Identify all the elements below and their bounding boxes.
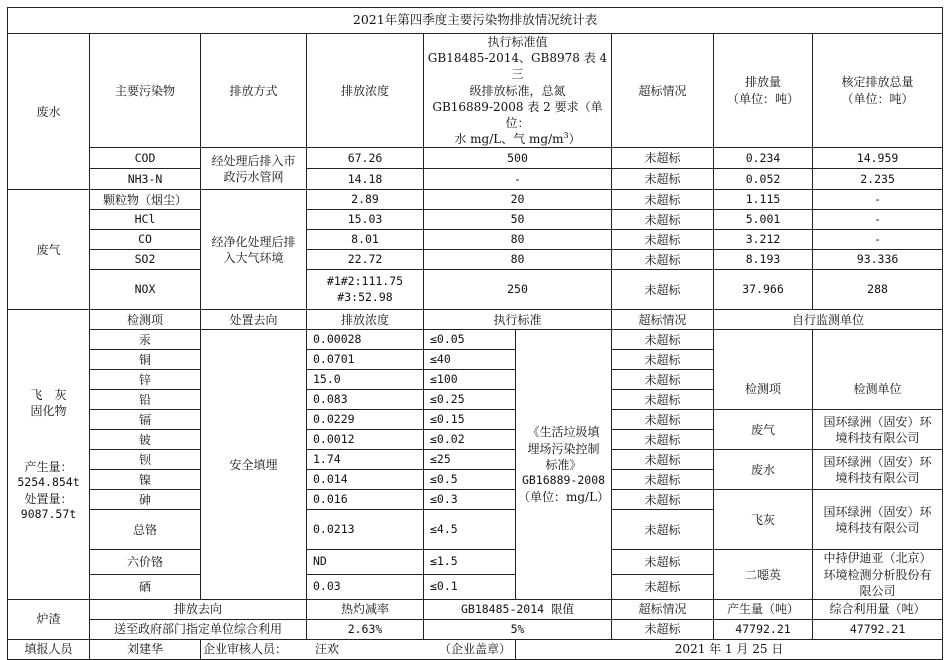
concentration-cell: 0.0012: [307, 430, 424, 450]
header-limit: GB18485-2014 限值: [424, 599, 612, 619]
monitor-item: 检测项: [714, 370, 813, 410]
quota-cell: 288: [813, 270, 943, 310]
table-row: [8, 148, 943, 169]
concentration-cell: 0.0229: [307, 410, 424, 430]
amount-cell: 0.234: [714, 148, 813, 169]
pollutant-name: NOX: [90, 270, 201, 310]
amount-cell: 37.966: [714, 270, 813, 310]
header-standard-line: GB16889-2008 表 2 要求（单位：: [432, 99, 603, 130]
concentration-cell: [307, 270, 424, 310]
concentration-line: #1#2:111.75: [326, 274, 404, 289]
exceed-cell: 未超标: [612, 370, 714, 390]
table-row: [8, 230, 943, 250]
monitor-unit-line: 境科技有限公司: [835, 470, 920, 485]
disposed-value: 9087.57t: [20, 506, 77, 521]
standard-cell: 250: [424, 270, 612, 310]
concentration-cell: 2.89: [307, 190, 424, 210]
exceed-cell: 未超标: [612, 350, 714, 370]
monitor-unit-line: 限公司: [859, 583, 896, 598]
header-disposal: 处置去向: [201, 310, 307, 330]
exceed-cell: 未超标: [612, 410, 714, 430]
slag-used: 47792.21: [813, 619, 943, 639]
limit-cell: ≤0.5: [424, 470, 516, 490]
table-row: [8, 270, 943, 310]
header-std: 执行标准: [424, 310, 612, 330]
limit-cell: ≤1.5: [424, 550, 516, 575]
limit-cell: ≤0.02: [424, 430, 516, 450]
metal-name: 砷: [90, 490, 201, 510]
monitor-unit-line: 国环绿洲（固安）环: [823, 504, 932, 519]
table-row: [8, 619, 943, 639]
monitor-unit: 检测单位: [813, 370, 943, 410]
limit-cell: ≤0.05: [424, 330, 516, 350]
header-standard-line: GB18485-2014、GB8978 表 4 三: [427, 51, 608, 82]
exceed-cell: 未超标: [612, 148, 714, 169]
limit-cell: ≤0.1: [424, 575, 516, 600]
metal-name: 铍: [90, 430, 201, 450]
table-row: [8, 370, 943, 390]
standard-cell: 50: [424, 210, 612, 230]
exceed-cell: 未超标: [612, 270, 714, 310]
header-exceed: 超标情况: [612, 599, 714, 619]
method-line: 经净化处理后排: [211, 234, 296, 249]
method-line: 入大气环境: [223, 250, 284, 265]
quota-cell: -: [813, 190, 943, 210]
monitor-unit: [813, 450, 943, 490]
wastewater-method: [201, 148, 307, 190]
table-row: [8, 169, 943, 190]
header-standard-sup: 3: [563, 131, 569, 141]
concentration-cell: 0.014: [307, 470, 424, 490]
pollutant-name: COD: [90, 148, 201, 169]
concentration-cell: 0.00028: [307, 330, 424, 350]
header-used: 综合利用量（吨）: [813, 599, 943, 619]
header-monitor: 自行监测单位: [714, 310, 943, 330]
pollutant-name: HCl: [90, 210, 201, 230]
filler-label: 填报人员: [8, 639, 90, 659]
header-quota: [813, 34, 943, 148]
metal-name: 铜: [90, 350, 201, 370]
header-standard-close: ）: [568, 132, 581, 147]
monitor-item: 二噁英: [714, 550, 813, 600]
limit-cell: ≤0.15: [424, 410, 516, 430]
table-row: [8, 410, 943, 430]
concentration-cell: 1.74: [307, 450, 424, 470]
exceed-cell: 未超标: [612, 190, 714, 210]
exceed-cell: 未超标: [612, 430, 714, 450]
exceed-cell: 未超标: [612, 510, 714, 550]
filler-name: 刘建华: [90, 639, 201, 659]
pollutant-name: SO2: [90, 250, 201, 270]
table-row: [8, 210, 943, 230]
table-row: [8, 250, 943, 270]
disposed-label: 处置量：: [24, 491, 73, 506]
table-title: 2021年第四季度主要污染物排放情况统计表: [8, 8, 943, 34]
standard-cell: 80: [424, 250, 612, 270]
monitor-item: 飞灰: [714, 490, 813, 550]
monitor-unit-line: 境科技有限公司: [835, 520, 920, 535]
header-standard: [424, 34, 612, 148]
standard-cell: -: [424, 169, 612, 190]
concentration-cell: 15.03: [307, 210, 424, 230]
quota-cell: -: [813, 230, 943, 250]
header-method: 排放方式: [201, 34, 307, 148]
metal-name: 硒: [90, 575, 201, 600]
header-exceed: 超标情况: [612, 34, 714, 148]
concentration-cell: 0.016: [307, 490, 424, 510]
metal-name: 钡: [90, 450, 201, 470]
header-standard-line: [426, 131, 609, 147]
concentration-cell: 14.18: [307, 169, 424, 190]
metal-name: 镍: [90, 470, 201, 490]
quota-cell: 14.959: [813, 148, 943, 169]
header-loss: 热灼减率: [307, 599, 424, 619]
slag-produced: 47792.21: [714, 619, 813, 639]
limit-cell: ≤25: [424, 450, 516, 470]
standard-line: GB16889-2008: [521, 473, 606, 488]
table-row: [8, 190, 943, 210]
exceed-cell: 未超标: [612, 470, 714, 490]
slag-exceed: 未超标: [612, 619, 714, 639]
concentration-cell: 8.01: [307, 230, 424, 250]
slag-limit: 5%: [424, 619, 612, 639]
standard-cell: 80: [424, 230, 612, 250]
standard-cell: 500: [424, 148, 612, 169]
reviewer-label: 企业审核人员：: [203, 642, 288, 657]
monitor-unit: [813, 490, 943, 550]
quota-cell: 2.235: [813, 169, 943, 190]
header-amount-unit: （单位：吨）: [726, 91, 799, 106]
header-quota-unit: （单位：吨）: [841, 91, 914, 106]
slag-destination: 送至政府部门指定单位综合利用: [90, 619, 307, 639]
header-destination: 排放去向: [90, 599, 307, 619]
amount-cell: 1.115: [714, 190, 813, 210]
concentration-cell: 0.083: [307, 390, 424, 410]
slag-loss: 2.63%: [307, 619, 424, 639]
concentration-cell: 15.0: [307, 370, 424, 390]
flyash-disposal: 安全填埋: [201, 330, 307, 600]
monitor-item: 废水: [714, 450, 813, 490]
exhaust-method: [201, 190, 307, 310]
flyash-title: 固化物: [30, 403, 67, 418]
section-slag: 炉渣: [8, 599, 90, 639]
amount-cell: 8.193: [714, 250, 813, 270]
metal-name: 总铬: [90, 510, 201, 550]
header-amount: [714, 34, 813, 148]
metal-name: 六价铬: [90, 550, 201, 575]
exceed-cell: 未超标: [612, 575, 714, 600]
table-row: [8, 490, 943, 510]
monitor-unit-line: 境科技有限公司: [835, 430, 920, 445]
standard-cell: 20: [424, 190, 612, 210]
amount-cell: 3.212: [714, 230, 813, 250]
emissions-table: [7, 7, 943, 660]
limit-cell: ≤100: [424, 370, 516, 390]
monitor-unit-line: 国环绿洲（固安）环: [823, 414, 932, 429]
monitor-empty: [714, 330, 813, 370]
concentration-cell: ND: [307, 550, 424, 575]
section-exhaust: 废气: [8, 190, 90, 310]
standard-line: 埋场污染控制: [527, 441, 600, 456]
standard-line: （单位：mg/L）: [518, 489, 610, 504]
section-wastewater: 废水: [8, 34, 90, 190]
reviewer-name: 汪欢: [315, 642, 340, 657]
pollutant-name: 颗粒物（烟尘）: [90, 190, 201, 210]
exceed-cell: 未超标: [612, 330, 714, 350]
monitor-unit-line: 国环绿洲（固安）环: [823, 454, 932, 469]
exceed-cell: 未超标: [612, 490, 714, 510]
flyash-title: 飞 灰: [30, 387, 67, 402]
pollutant-name: NH3-N: [90, 169, 201, 190]
metal-name: 汞: [90, 330, 201, 350]
amount-cell: 0.052: [714, 169, 813, 190]
concentration-cell: 0.0213: [307, 510, 424, 550]
method-line: 经处理后排入市: [211, 153, 296, 168]
header-amount-line: 排放量: [744, 75, 781, 90]
spacer: [10, 419, 87, 459]
header-concentration: 排放浓度: [307, 34, 424, 148]
monitor-item: 废气: [714, 410, 813, 450]
header-conc: 排放浓度: [307, 310, 424, 330]
exceed-cell: 未超标: [612, 169, 714, 190]
exceed-cell: 未超标: [612, 230, 714, 250]
metal-name: 镉: [90, 410, 201, 430]
produced-value: 5254.854t: [17, 475, 80, 490]
header-standard-line: 执行标准值: [487, 35, 548, 49]
standard-line: 《生活垃圾填: [527, 425, 600, 440]
metal-name: 铅: [90, 390, 201, 410]
section-flyash: [8, 310, 90, 600]
exceed-cell: 未超标: [612, 210, 714, 230]
header-produced: 产生量（吨）: [714, 599, 813, 619]
header-exceed: 超标情况: [612, 310, 714, 330]
header-standard-line: 级排放标准，总氮: [469, 83, 566, 98]
monitor-unit-line: 中持伊迪亚（北京）: [823, 551, 932, 566]
company-stamp: （企业盖章）: [439, 642, 512, 657]
standard-line: 标准》: [545, 457, 582, 472]
method-line: 政污水管网: [223, 169, 284, 184]
header-pollutant: 主要污染物: [90, 34, 201, 148]
header-quota-line: 核定排放总量: [841, 75, 914, 90]
monitor-unit: [813, 550, 943, 600]
table-row: [8, 550, 943, 575]
amount-cell: 5.001: [714, 210, 813, 230]
report-date: 2021 年 1 月 25 日: [516, 639, 943, 659]
monitor-unit-line: 环境检测分析股份有: [823, 567, 932, 582]
quota-cell: -: [813, 210, 943, 230]
header-item: 检测项: [90, 310, 201, 330]
limit-cell: ≤0.3: [424, 490, 516, 510]
monitor-empty: [813, 330, 943, 370]
concentration-cell: 0.0701: [307, 350, 424, 370]
exceed-cell: 未超标: [612, 550, 714, 575]
limit-cell: ≤40: [424, 350, 516, 370]
reviewer: [201, 639, 516, 659]
monitor-unit: [813, 410, 943, 450]
limit-cell: ≤4.5: [424, 510, 516, 550]
exceed-cell: 未超标: [612, 390, 714, 410]
table-row: [8, 450, 943, 470]
table-row: [8, 330, 943, 350]
produced-label: 产生量：: [24, 460, 73, 475]
flyash-standard: [516, 330, 612, 600]
header-standard-unit: 水 mg/L、气 mg/m: [454, 132, 564, 147]
metal-name: 锌: [90, 370, 201, 390]
quota-cell: 93.336: [813, 250, 943, 270]
concentration-cell: 67.26: [307, 148, 424, 169]
exceed-cell: 未超标: [612, 250, 714, 270]
limit-cell: ≤0.25: [424, 390, 516, 410]
exceed-cell: 未超标: [612, 450, 714, 470]
concentration-cell: 22.72: [307, 250, 424, 270]
concentration-cell: 0.03: [307, 575, 424, 600]
pollutant-name: CO: [90, 230, 201, 250]
concentration-line: #3:52.98: [337, 289, 393, 304]
